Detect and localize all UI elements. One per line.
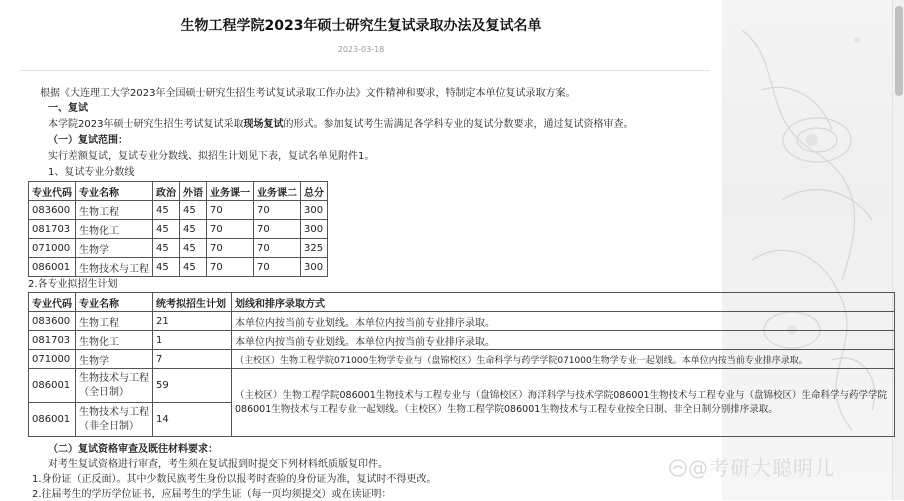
table-cell: 071000: [29, 350, 76, 369]
table-cell: 生物技术与工程（非全日制）: [76, 403, 153, 437]
table-cell: 325: [301, 239, 328, 258]
section-heading-retest: 一、复试: [48, 103, 88, 114]
table-header-row: [29, 293, 895, 312]
table-cell: 70: [207, 201, 254, 220]
table-cell: 生物学: [76, 350, 153, 369]
table-header-cell: 专业名称: [76, 293, 153, 312]
subsection-scope: （一）复试范围：: [48, 135, 128, 146]
table-cell: 70: [254, 258, 301, 277]
table-cell: 45: [153, 201, 180, 220]
table-header-cell: 政治: [153, 182, 180, 201]
table-header-cell: 外语: [180, 182, 207, 201]
scrollbar-thumb[interactable]: [895, 6, 903, 96]
table-cell: 086001: [29, 403, 76, 437]
title-divider: [20, 70, 710, 71]
table-cell: 生物工程: [76, 201, 153, 220]
table-cell: 071000: [29, 239, 76, 258]
table-header-cell: 总分: [301, 182, 328, 201]
table-header-cell: 统考拟招生计划: [153, 293, 232, 312]
table-cell: 086001: [29, 258, 76, 277]
table-row: [29, 350, 895, 369]
table-cell: 生物工程: [76, 312, 153, 331]
table-cell: 70: [207, 239, 254, 258]
qualification-paragraph: 对考生复试资格进行审查，考生须在复试报到时提交下列材料纸质版复印件。: [48, 459, 388, 470]
table-cell: 45: [180, 239, 207, 258]
table-cell: 300: [301, 220, 328, 239]
table-cell: 45: [153, 239, 180, 258]
table-cell: 70: [254, 220, 301, 239]
requirement-item-2: 2.往届考生的学历学位证书，应届考生的学生证（每一页均须提交）或在读证明：: [32, 489, 392, 500]
table-cell: 45: [153, 258, 180, 277]
table-cell: 081703: [29, 331, 76, 350]
publish-date: 2023-03-18: [337, 45, 385, 54]
table-row: [29, 331, 895, 350]
enrollment-plan-table: [28, 292, 895, 437]
table-cell: （主校区）生物工程学院071000生物学专业与（盘锦校区）生命科学与药学学院071000生物学专业一起划线。本单位内按当前专业排序录取。: [232, 350, 895, 369]
table-header-cell: 划线和排序录取方式: [232, 293, 895, 312]
table-cell: 生物技术与工程: [76, 258, 153, 277]
table-cell: 59: [153, 369, 232, 403]
article-title: 生物工程学院2023年硕士研究生复试录取办法及复试名单: [180, 18, 542, 34]
table-row: [29, 258, 328, 277]
table-cell: 45: [180, 258, 207, 277]
merged-method-cell: （主校区）生物工程学院086001生物技术与工程专业与（盘锦校区）海洋科学与技术学院086001生物技术与工程专业与（盘锦校区）生命科学与药学学院086001生物技术与工程专业一起划线。（主校区）生物工程学院086001生物技术与工程专业按全日制、非全日制分别排序录取。: [232, 369, 895, 437]
table-row: [29, 220, 328, 239]
table-cell: 本单位内按当前专业划线。本单位内按当前专业排序录取。: [232, 312, 895, 331]
table-cell: 300: [301, 258, 328, 277]
table-cell: 70: [254, 201, 301, 220]
table-cell: 081703: [29, 220, 76, 239]
table-row: [29, 201, 328, 220]
table2-caption: 2.各专业拟招生计划: [28, 279, 118, 290]
table-cell: 70: [207, 220, 254, 239]
table1-caption: 1、复试专业分数线: [48, 167, 135, 178]
intro-paragraph: 根据《大连理工大学2023年全国硕士研究生招生考试复试录取工作办法》文件精神和要求，特制定本单位复试录取方案。: [40, 88, 576, 99]
watermark-text: @考研大聪明儿: [688, 456, 835, 480]
table-cell: 生物化工: [76, 331, 153, 350]
brand-icon: [668, 458, 688, 478]
requirement-item-1: 1.身份证（正反面）。其中少数民族考生身份以报考时查验的身份证为准，复试时不得更改。: [32, 474, 437, 485]
table-cell: 086001: [29, 369, 76, 403]
table-cell: 1: [153, 331, 232, 350]
table-row: [29, 312, 895, 331]
retest-format-paragraph: 本学院2023年硕士研究生招生考试复试采取现场复试的形式。参加复试考生需满足各学科专业的复试分数要求，通过复试资格审查。: [48, 119, 634, 130]
table-cell: 45: [180, 220, 207, 239]
table-header-cell: 专业代码: [29, 182, 76, 201]
watermark: [668, 452, 835, 481]
table-header-cell: 业务课一: [207, 182, 254, 201]
table-header-cell: 专业代码: [29, 293, 76, 312]
score-line-table: [28, 181, 328, 277]
table-cell: 21: [153, 312, 232, 331]
table-cell: 70: [207, 258, 254, 277]
table-cell: 生物技术与工程（全日制）: [76, 369, 153, 403]
table-cell: 45: [153, 220, 180, 239]
table-header-cell: 专业名称: [76, 182, 153, 201]
table-cell: 45: [180, 201, 207, 220]
table-header-row: [29, 182, 328, 201]
table-row: [29, 239, 328, 258]
table-row: [29, 369, 895, 403]
table-cell: 14: [153, 403, 232, 437]
table-cell: 生物学: [76, 239, 153, 258]
subsection-qualification: （二）复试资格审查及既往材料要求：: [48, 444, 218, 455]
scope-paragraph: 实行差额复试，复试专业分数线、拟招生计划见下表，复试名单见附件1。: [48, 151, 375, 162]
table-cell: 本单位内按当前专业划线。本单位内按当前专业排序录取。: [232, 331, 895, 350]
table-header-cell: 业务课二: [254, 182, 301, 201]
table-cell: 生物化工: [76, 220, 153, 239]
table-cell: 7: [153, 350, 232, 369]
table-cell: 083600: [29, 312, 76, 331]
table-cell: 083600: [29, 201, 76, 220]
table-cell: 300: [301, 201, 328, 220]
table-cell: 70: [254, 239, 301, 258]
